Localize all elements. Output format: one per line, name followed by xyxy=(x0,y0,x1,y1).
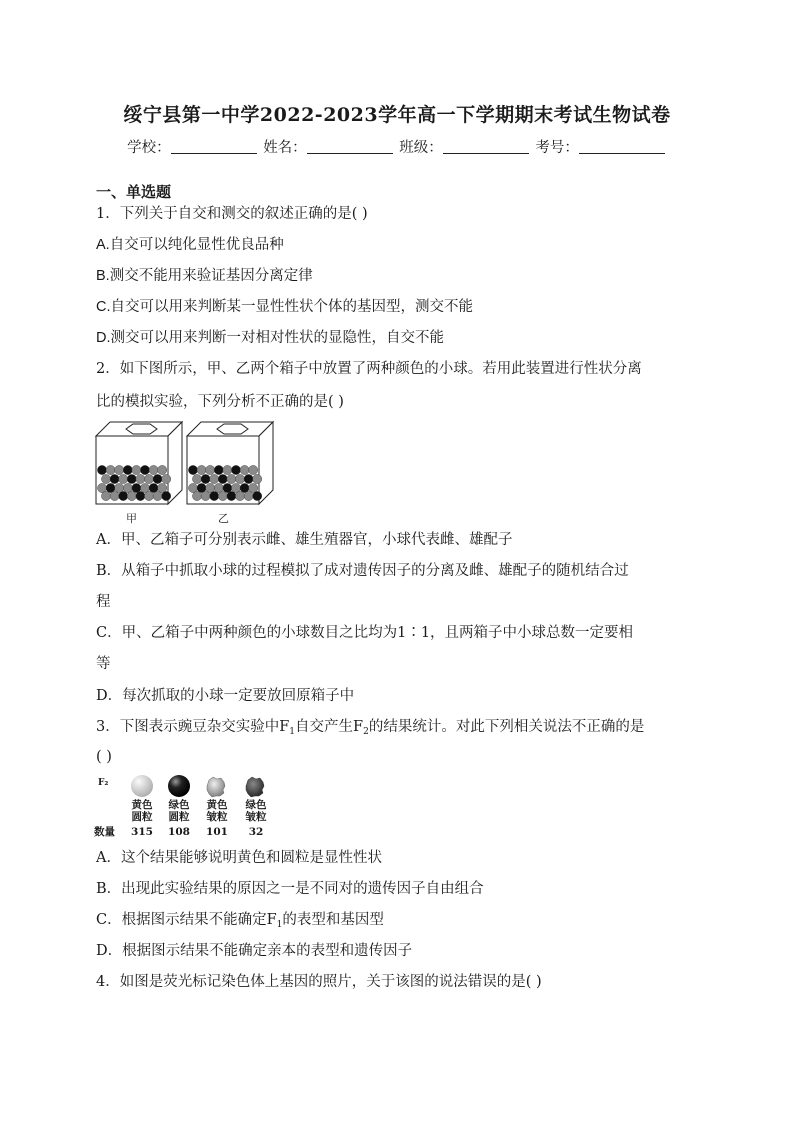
ball xyxy=(201,474,210,483)
ball xyxy=(158,465,167,474)
box-label-jia: 甲 xyxy=(126,512,137,525)
q2-option-a: A．甲、乙箱子可分别表示雌、雄生殖器官，小球代表雌、雄配子 xyxy=(96,532,513,548)
ball xyxy=(101,491,110,500)
ball xyxy=(244,491,253,500)
exam-no-label: 考号： xyxy=(535,140,579,156)
yellow-round-pea-icon xyxy=(131,775,153,797)
ball xyxy=(153,491,162,500)
q1-option-b: B.测交不能用来验证基因分离定律 xyxy=(96,268,313,284)
box-label-yi: 乙 xyxy=(218,512,229,525)
q3-option-b: B．出现此实验结果的原因之一是不同对的遗传因子自由组合 xyxy=(96,881,484,897)
balls-yi xyxy=(188,465,261,500)
ball xyxy=(218,491,227,500)
pea-icons xyxy=(92,772,292,802)
q3-option-a: A．这个结果能够说明黄色和圆粒是显性性状 xyxy=(96,850,382,866)
q2-option-c-line2: 等 xyxy=(96,656,111,672)
ball xyxy=(210,474,219,483)
ball xyxy=(201,491,210,500)
name-label: 姓名： xyxy=(263,140,307,156)
count-yellow-wrinkled: 101 xyxy=(206,826,228,838)
ball xyxy=(136,474,145,483)
ball xyxy=(127,491,136,500)
pheno-yellow-round: 黄色 圆粒 xyxy=(131,799,153,824)
pheno-green-round: 绿色 圆粒 xyxy=(168,799,190,824)
ball xyxy=(97,483,106,492)
ball xyxy=(244,474,253,483)
ball-boxes-figure xyxy=(92,418,292,532)
ball xyxy=(110,474,119,483)
ball xyxy=(144,474,153,483)
ball xyxy=(123,465,132,474)
ball xyxy=(223,465,232,474)
ball xyxy=(253,491,262,500)
pheno-yellow-wrinkled: 黄色 皱粒 xyxy=(206,799,228,824)
ball xyxy=(227,491,236,500)
ball xyxy=(144,491,153,500)
ball xyxy=(206,465,215,474)
ball xyxy=(249,465,258,474)
exam-no-blank[interactable] xyxy=(579,139,665,154)
ball xyxy=(223,483,232,492)
ball xyxy=(192,474,201,483)
ball xyxy=(149,483,158,492)
ball xyxy=(188,483,197,492)
ball xyxy=(235,491,244,500)
ball xyxy=(136,491,145,500)
q2-stem-line1: 2．如下图所示，甲、乙两个箱子中放置了两种颜色的小球。若用此装置进行性状分离 xyxy=(96,361,642,377)
ball xyxy=(210,491,219,500)
q3-stem-line1: 3．下图表示豌豆杂交实验中$F_1$自交产生$F_2$的结果统计。对此下列相关说法不正确的是 xyxy=(96,719,645,737)
ball xyxy=(115,483,124,492)
school-label: 学校： xyxy=(127,140,171,156)
q2-option-c-line1: C．甲、乙箱子中两种颜色的小球数目之比均为1∶1，且两箱子中小球总数一定要相 xyxy=(96,625,634,641)
ball xyxy=(162,491,171,500)
ball xyxy=(132,483,141,492)
f2-label: F₂ xyxy=(98,778,109,788)
ball xyxy=(214,465,223,474)
ball xyxy=(197,483,206,492)
green-wrinkled-pea-icon xyxy=(246,777,264,797)
balls-jia xyxy=(97,465,170,500)
q2-option-d: D．每次抓取的小球一定要放回原箱子中 xyxy=(96,688,355,704)
q1-stem: 1．下列关于自交和测交的叙述正确的是( ) xyxy=(96,206,368,222)
ball xyxy=(240,465,249,474)
class-label: 班级： xyxy=(399,140,443,156)
student-info-row xyxy=(0,136,794,157)
count-label: 数量 xyxy=(94,826,115,838)
section-title: 一、单选题 xyxy=(96,183,172,201)
count-green-round: 108 xyxy=(168,826,190,838)
name-blank[interactable] xyxy=(307,139,393,154)
ball xyxy=(197,465,206,474)
ball xyxy=(235,474,244,483)
ball xyxy=(149,465,158,474)
ball xyxy=(110,491,119,500)
ball xyxy=(97,465,106,474)
q4-stem: 4．如图是荧光标记染色体上基因的照片，关于该图的说法错误的是( ) xyxy=(96,974,542,990)
q2-option-b-line2: 程 xyxy=(96,594,111,610)
q3-option-c: C．根据图示结果不能确定$F_1$的表型和基因型 xyxy=(96,912,384,930)
q1-option-a: A.自交可以纯化显性优良品种 xyxy=(96,237,284,253)
pea-results-figure xyxy=(92,772,292,842)
ball xyxy=(214,483,223,492)
q3-stem-line2: ( ) xyxy=(96,749,112,765)
ball xyxy=(106,465,115,474)
ball xyxy=(127,474,136,483)
ball xyxy=(218,474,227,483)
q1-option-c: C.自交可以用来判断某一显性性状个体的基因型，测交不能 xyxy=(96,299,473,315)
count-green-wrinkled: 32 xyxy=(248,826,264,838)
ball xyxy=(106,483,115,492)
q3-option-d: D．根据图示结果不能确定亲本的表型和遗传因子 xyxy=(96,943,413,959)
yellow-wrinkled-pea-icon xyxy=(207,777,225,797)
ball xyxy=(162,474,171,483)
ball xyxy=(240,483,249,492)
ball xyxy=(158,483,167,492)
ball xyxy=(206,483,215,492)
ball xyxy=(188,465,197,474)
q1-option-d: D.测交可以用来判断一对相对性状的显隐性，自交不能 xyxy=(96,330,444,346)
ball xyxy=(123,483,132,492)
ball xyxy=(253,474,262,483)
ball xyxy=(115,465,124,474)
ball xyxy=(140,465,149,474)
ball xyxy=(192,491,201,500)
school-blank[interactable] xyxy=(171,139,257,154)
count-yellow-round: 315 xyxy=(131,826,153,838)
class-blank[interactable] xyxy=(443,139,529,154)
ball xyxy=(119,491,128,500)
pheno-green-wrinkled: 绿色 皱粒 xyxy=(245,799,267,824)
q2-stem-line2: 比的模拟实验，下列分析不正确的是( ) xyxy=(96,394,344,410)
ball xyxy=(249,483,258,492)
ball-boxes-svg xyxy=(92,418,292,528)
ball xyxy=(132,465,141,474)
ball xyxy=(119,474,128,483)
exam-title: 绥宁县第一中学2022-2023学年高一下学期期末考试生物试卷 xyxy=(123,104,671,126)
ball xyxy=(153,474,162,483)
ball xyxy=(140,483,149,492)
ball xyxy=(101,474,110,483)
q2-option-b-line1: B．从箱子中抓取小球的过程模拟了成对遗传因子的分离及雌、雄配子的随机结合过 xyxy=(96,563,629,579)
ball xyxy=(231,465,240,474)
ball xyxy=(227,474,236,483)
green-round-pea-icon xyxy=(168,775,190,797)
ball xyxy=(231,483,240,492)
